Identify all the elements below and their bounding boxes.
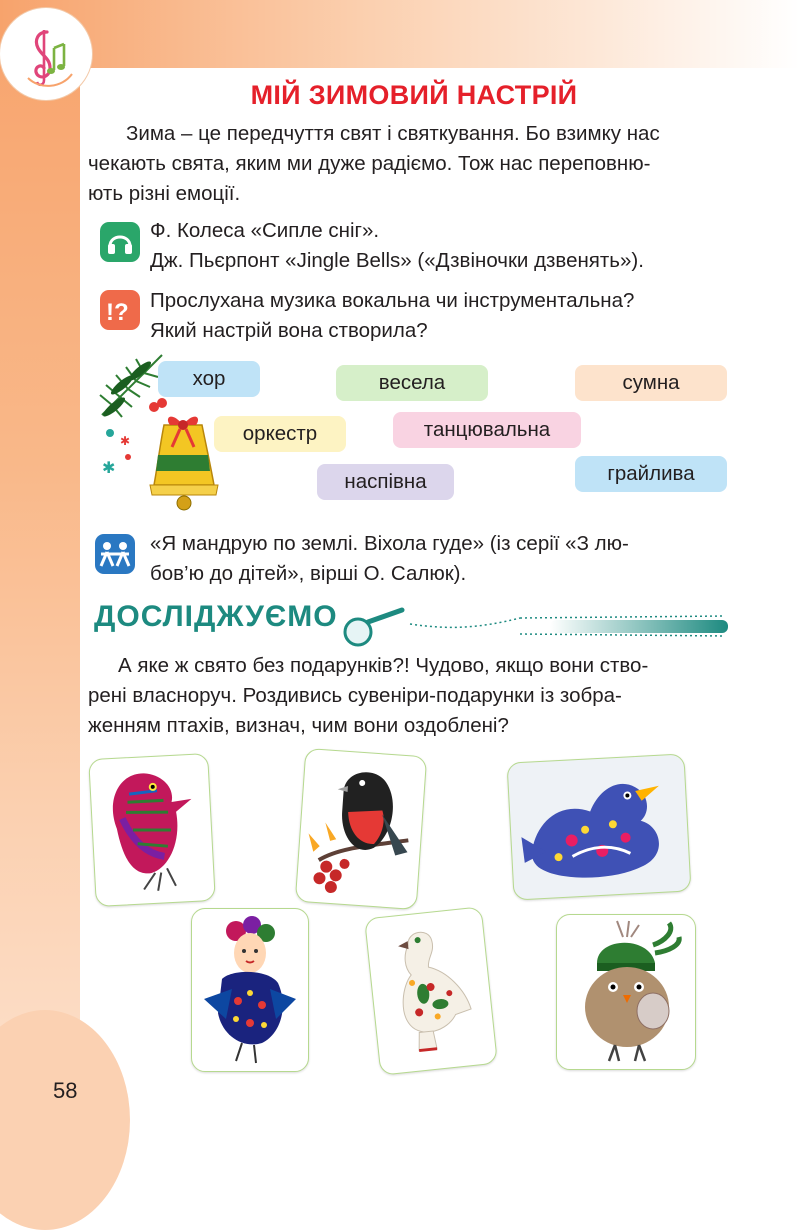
intro-line: Зима – це передчуття свят і святкування. Бо взимку нас <box>126 122 660 145</box>
listen-list <box>150 216 730 276</box>
photo-doll-bird-brooch <box>191 908 309 1072</box>
question-line: Прослухана музика вокальна чи інструментальна? <box>150 289 635 312</box>
question-line: Який настрій вона створила? <box>150 319 428 342</box>
photo-painted-ceramic-bird <box>507 753 692 900</box>
svg-text:✱: ✱ <box>102 460 116 477</box>
poem-line: бов’ю до дітей», вірші О. Салюк). <box>150 562 467 585</box>
photo-beaded-bird-brooch <box>88 753 216 907</box>
page-title: МІЙ ЗИМОВИЙ НАСТРІЙ <box>250 80 578 110</box>
page-corner-decoration <box>0 1010 130 1230</box>
intro-paragraph <box>88 119 728 209</box>
explore-line: женням птахів, визнач, чим вони оздоблені? <box>88 714 509 737</box>
listen-item: Ф. Колеса «Сипле сніг». <box>150 219 380 242</box>
intro-line: ють різні емоції. <box>88 182 241 205</box>
word-tag-sad: сумна <box>575 365 727 401</box>
word-tag-orchestra: оркестр <box>214 416 346 452</box>
explore-paragraph <box>88 651 728 741</box>
svg-text:!?: !? <box>106 299 129 326</box>
word-tag-playful: грайлива <box>575 456 727 492</box>
explore-line: рені власноруч. Роздивись сувеніри-подарунки із зобра- <box>88 684 622 707</box>
poem-line: «Я мандрую по землі. Віхола гуде» (із серії «З лю- <box>150 532 629 555</box>
poem-text <box>150 529 730 589</box>
page-number: 58 <box>53 1078 78 1103</box>
listen-item: Дж. Пьєрпонт «Jingle Bells» («Дзвіночки дзвенять»). <box>150 249 644 272</box>
word-tag-cheerful: весела <box>336 365 488 401</box>
magnifier-icon <box>340 604 732 648</box>
left-margin-band <box>0 0 80 1158</box>
intro-line: чекають свята, яким ми дуже радіємо. Тож нас переповню- <box>88 152 651 175</box>
word-tag-choir: хор <box>158 361 260 397</box>
children-icon <box>95 534 135 574</box>
top-header-band <box>0 0 800 68</box>
question-text <box>150 286 730 346</box>
photo-knitted-hat-bird <box>556 914 696 1070</box>
svg-text:✱: ✱ <box>120 434 131 448</box>
headphones-icon <box>100 222 140 262</box>
word-tag-melodic: наспівна <box>317 464 454 500</box>
photo-bullfinch-brooch <box>295 748 427 910</box>
exclamation-question-icon <box>100 290 140 330</box>
music-logo <box>0 8 92 100</box>
word-tag-dance: танцювальна <box>393 412 581 448</box>
section-heading: ДОСЛІДЖУЄМО <box>94 600 338 633</box>
treble-clef-icon <box>0 8 92 100</box>
photo-ceramic-whistle-bird <box>364 906 498 1075</box>
explore-line: А яке ж свято без подарунків?! Чудово, якщо вони ство- <box>118 654 649 677</box>
